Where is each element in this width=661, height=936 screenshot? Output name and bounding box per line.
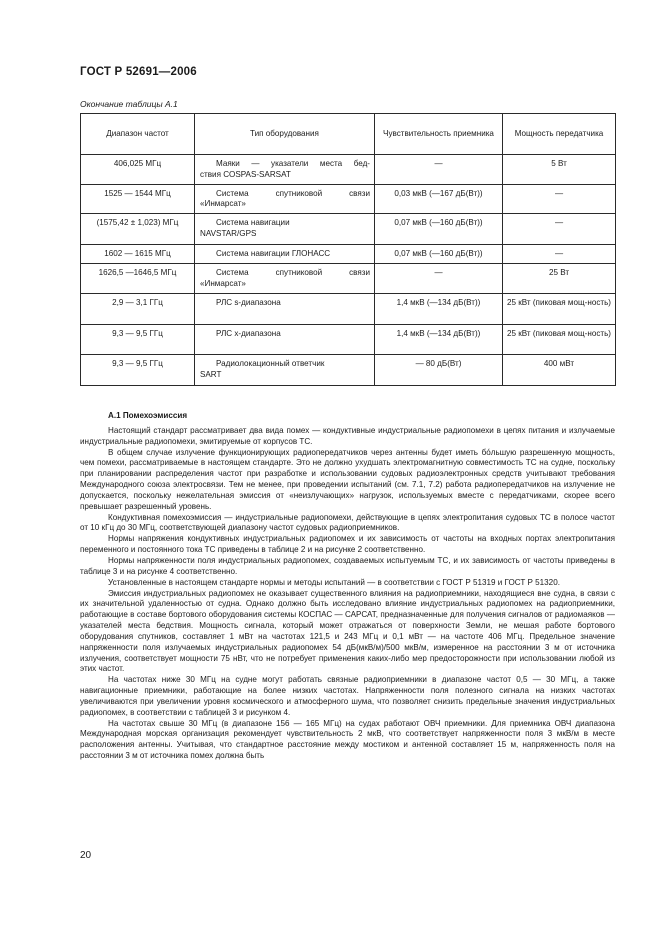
cell-range: 406,025 МГц — [81, 155, 195, 185]
table-row — [81, 354, 616, 385]
cell-sensitivity: — — [375, 155, 503, 185]
cell-type-line: Система спутниковой связи — [216, 267, 370, 277]
paragraph: Нормы напряженности поля индустриальных радиопомех, создаваемых испытуемым ТС, и их зависимость от частоты приведены в таблице 3 и на рисунке 4 соответственно. — [80, 555, 615, 576]
table-caption: Окончание таблицы А.1 — [80, 99, 178, 109]
cell-range: 1626,5 —1646,5 МГц — [81, 263, 195, 293]
cell-type — [195, 214, 375, 245]
document-header: ГОСТ Р 52691—2006 — [80, 66, 197, 78]
cell-power: — — [503, 214, 616, 245]
cell-range: 2,9 — 3,1 ГГц — [81, 293, 195, 324]
table-row — [81, 184, 616, 214]
cell-type — [195, 184, 375, 214]
section-heading: А.1 Помехоэмиссия — [108, 411, 188, 420]
table-row — [81, 263, 616, 293]
cell-range: 9,3 — 9,5 ГГц — [81, 324, 195, 354]
cell-type-line: Маяки — указатели места бед- — [216, 159, 370, 168]
cell-type — [195, 263, 375, 293]
paragraph: На частотах ниже 30 МГц на судне могут работать связные радиоприемники в диапазоне частот 0,5 — 30 МГц, а также навигационные приемники, работающие на более низких частотах. Напряженности поля полезного сигнала на низких частотах увеличиваются при увеличении уровня космического и атмосферного шума, что позволяет снизить предельные значения индустриальных радиопомех, в соответствии с таблицей 3 и рисунком 4. — [80, 675, 615, 717]
paragraph: На частотах свыше 30 МГц (в диапазоне 156 — 165 МГц) на судах работают ОВЧ приемники. Для приемника ОВЧ диапазона Международная морская организация рекомендует чувствительность 2 мкВ, что соответствует напряженности поля 3 мкВ/м в месте расположения антенны. Учитывая, что стандартное расстояние между мостиком и антенной составляет 15 м, напряженность поля на расстоянии 3 м от источника помех должна быть — [80, 718, 615, 761]
cell-type-line: Система навигации — [216, 218, 290, 228]
cell-sensitivity: 0,07 мкВ (—160 дБ(Вт)) — [375, 214, 503, 245]
cell-power: 25 кВт (пиковая мощ-ность) — [503, 293, 616, 324]
cell-type-line: РЛС x-диапазона — [216, 328, 281, 338]
cell-range: 9,3 — 9,5 ГГц — [81, 354, 195, 385]
section-emission — [80, 411, 615, 762]
cell-type — [195, 324, 375, 354]
cell-sensitivity: 1,4 мкВ (—134 дБ(Вт)) — [375, 293, 503, 324]
table-row — [81, 155, 616, 185]
table-row — [81, 293, 616, 324]
cell-type-line: «Инмарсат» — [200, 199, 246, 209]
cell-type — [195, 354, 375, 385]
cell-type-line: «Инмарсат» — [200, 278, 246, 288]
column-header-type: Тип оборудования — [195, 114, 375, 155]
cell-type-line: Система навигации ГЛОНАСС — [216, 249, 331, 259]
table-header-row — [81, 114, 616, 155]
paragraph: Установленные в настоящем стандарте нормы и методы испытаний — в соответствии с ГОСТ Р 51319 и ГОСТ Р 51320. — [108, 577, 560, 587]
paragraph: В общем случае излучение функционирующих радиопередатчиков через антенны будет иметь бо́льшую разрешенную мощность, чем помехи, рассматриваемые в настоящем стандарте. Это не должно ухудшать электромагнитную совместимость ТС на судне, поскольку при планировании распределения частот при разработке и использовании судовых радиоэлектронных средств учитывают требования Международного союза электросвязи. Тем не менее, при проведении испытаний (см. 7.1, 7.2) работа радиопередатчиков на излучение не допускается, поскольку нежелательная эмиссия от «неизлучающих» нагрузок, используемых вместе с передатчиками, скорее всего превышает разрешенный уровень. — [80, 447, 615, 511]
cell-type-line: РЛС s-диапазона — [216, 297, 281, 307]
cell-type — [195, 155, 375, 185]
paragraph: Кондуктивная помехоэмиссия — индустриальные радиопомехи, действующие в цепях электропитания судовых ТС в полосе частот от 10 кГц до 30 МГц, соответствующей диапазону частот судовых радиоприемников. — [80, 512, 615, 533]
cell-type-line: NAVSTAR/GPS — [200, 228, 257, 238]
cell-sensitivity: 0,07 мкВ (—160 дБ(Вт)) — [375, 245, 503, 264]
cell-power: 400 мВт — [503, 354, 616, 385]
cell-type — [195, 293, 375, 324]
cell-type — [195, 245, 375, 264]
table-row — [81, 245, 616, 264]
cell-power: 25 кВт (пиковая мощ-ность) — [503, 324, 616, 354]
cell-type-line: Радиолокационный ответчик — [216, 358, 325, 368]
paragraph: Нормы напряжения кондуктивных индустриальных радиопомех и их зависимость от частоты на входных портах электропитания переменного и постоянного тока ТС приведены в таблице 2 и на рисунке 2 соответственно. — [80, 534, 615, 555]
paragraph: Настоящий стандарт рассматривает два вида помех — кондуктивные индустриальные радиопомехи в цепях питания и излучаемые индустриальные радиопомехи, эмитируемые от корпусов ТС. — [80, 425, 615, 446]
cell-sensitivity: — 80 дБ(Вт) — [375, 354, 503, 385]
cell-sensitivity: 1,4 мкВ (—134 дБ(Вт)) — [375, 324, 503, 354]
cell-power: 5 Вт — [503, 155, 616, 185]
cell-type-line: ствия COSPAS-SARSAT — [200, 169, 291, 179]
cell-range: (1575,42 ± 1,023) МГц — [81, 214, 195, 245]
cell-type-line: SART — [200, 369, 222, 379]
column-header-range: Диапазон частот — [81, 114, 195, 155]
cell-type-line: Система спутниковой связи — [216, 188, 370, 198]
cell-power: 25 Вт — [503, 263, 616, 293]
frequency-table — [80, 113, 616, 386]
paragraph: Эмиссия индустриальных радиопомех не оказывает существенного влияния на радиоприемники, находящиеся вне судна, в связи с их значительной удаленностью от судна. Однако должно быть исследовано влияние индустриальных радиопомех на радиоприемники, работающие в составе бортового оборудования системы КОСПАС — САРСАТ, предназначенные для получения сигналов от радиомаяков — указателей места бедствия. Мощность сигнала, который может отражаться от поверхности Земли, не мешая работе бортового оборудования спутников, составляет 1 мВт на частотах 121,5 и 243 МГц и 0,1 мВт — на частоте 406 МГц. Предельное значение напряженности поля излучаемых индустриальных радиопомех 54 дБ(мкВ/м)/500 мкВ/м, измеренное на расстоянии 3 м от источника излучения, соответствует мощности 75 нВт, что не потребует применения каких-либо мер предосторожности при использовании любой из этих частот. — [80, 588, 615, 674]
table-row — [81, 214, 616, 245]
column-header-power: Мощность передатчика — [503, 114, 616, 155]
cell-range: 1525 — 1544 МГц — [81, 184, 195, 214]
cell-sensitivity: 0,03 мкВ (—167 дБ(Вт)) — [375, 184, 503, 214]
cell-power: — — [503, 184, 616, 214]
table-row — [81, 324, 616, 354]
column-header-sensitivity: Чувствительность приемника — [375, 114, 503, 155]
cell-sensitivity: — — [375, 263, 503, 293]
page-number: 20 — [80, 850, 92, 861]
cell-range: 1602 — 1615 МГц — [81, 245, 195, 264]
cell-power: — — [503, 245, 616, 264]
